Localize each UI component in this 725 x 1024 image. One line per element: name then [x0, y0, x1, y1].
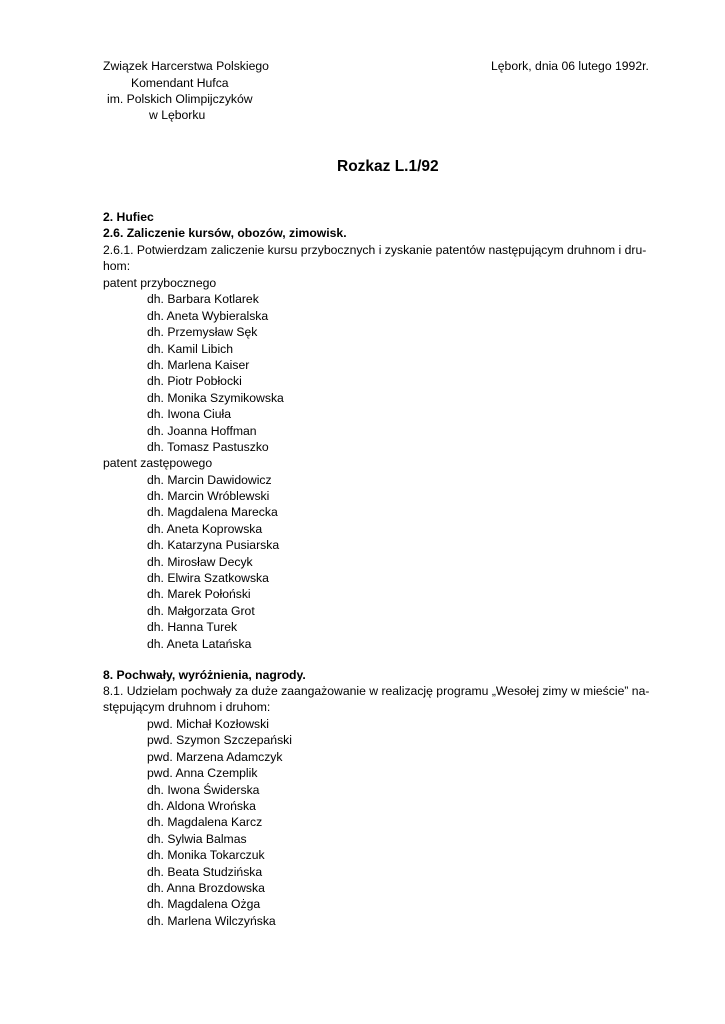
list-item: dh. Aneta Latańska	[147, 636, 252, 651]
list-item: dh. Kamil Libich	[147, 341, 234, 356]
list-item: dh. Beata Studzińska	[147, 864, 263, 879]
section-heading-hufiec: 2. Hufiec	[103, 210, 154, 224]
list-item: dh. Marcin Wróblewski	[147, 489, 270, 504]
list-item: dh. Marlena Kaiser	[147, 357, 250, 372]
list-item: pwd. Szymon Szczepański	[147, 733, 292, 748]
list-item: pwd. Michał Kozłowski	[147, 717, 269, 731]
list-item: pwd. Anna Czemplik	[147, 766, 258, 781]
org-name-line-2: Komendant Hufca	[131, 76, 229, 90]
paragraph-8-1-line-1: 8.1. Udzielam pochwały za duże zaangażowanie w realizację programu „Wesołej zimy w mieście” na-	[103, 684, 650, 698]
list-item: dh. Marlena Wilczyńska	[147, 913, 276, 928]
paragraph-2-6-1-line-1: 2.6.1. Potwierdzam zaliczenie kursu przybocznych i zyskanie patentów następującym druhnom i dru-	[103, 243, 647, 257]
list-item: dh. Piotr Pobłocki	[147, 374, 242, 389]
list-item: dh. Sylwia Balmas	[147, 831, 247, 846]
list-item: dh. Marcin Dawidowicz	[147, 472, 272, 487]
list-item: dh. Monika Szymikowska	[147, 390, 284, 405]
list-item: dh. Joanna Hoffman	[147, 423, 257, 438]
list-item: dh. Mirosław Decyk	[147, 554, 253, 569]
group-patent-przybocznego	[103, 275, 284, 652]
subsection-heading-courses: 2.6. Zaliczenie kursów, obozów, zimowisk.	[103, 226, 347, 240]
list-item: dh. Magdalena Marecka	[147, 505, 278, 520]
list-item: dh. Aneta Koprowska	[147, 521, 263, 536]
paragraph-2-6-1-line-2: hom:	[103, 259, 131, 273]
list-item: dh. Magdalena Ożga	[147, 897, 261, 912]
paragraph-8-1-line-2: stępującym druhnom i druhom:	[103, 700, 271, 714]
group-label: patent przybocznego	[103, 276, 217, 290]
list-item: dh. Marek Połoński	[147, 587, 251, 602]
list-item: dh. Anna Brozdowska	[147, 880, 265, 895]
list-item: dh. Tomasz Pastuszko	[147, 439, 269, 454]
list-item: dh. Małgorzata Grot	[147, 603, 255, 618]
list-item: dh. Iwona Świderska	[147, 782, 260, 797]
list-item: dh. Katarzyna Pusiarska	[147, 538, 280, 553]
place-date: Lębork, dnia 06 lutego 1992r.	[491, 59, 649, 73]
list-item: dh. Magdalena Karcz	[147, 815, 263, 830]
list-item: dh. Przemysław Sęk	[147, 325, 258, 340]
org-name-line-3: im. Polskich Olimpijczyków	[107, 92, 253, 106]
org-name-line-4: w Lęborku	[149, 108, 206, 122]
page-title: Rozkaz L.1/92	[337, 158, 439, 175]
praise-list	[103, 716, 292, 929]
list-item: dh. Monika Tokarczuk	[147, 848, 265, 863]
list-item: dh. Iwona Ciuła	[147, 407, 232, 422]
section-heading-praise: 8. Pochwały, wyróżnienia, nagrody.	[103, 668, 306, 682]
list-item: dh. Aldona Wrońska	[147, 798, 256, 813]
list-item: dh. Hanna Turek	[147, 620, 238, 635]
group-label: patent zastępowego	[103, 456, 213, 471]
org-name-line-1: Związek Harcerstwa Polskiego	[103, 59, 269, 73]
list-item: dh. Aneta Wybieralska	[147, 308, 269, 323]
list-item: pwd. Marzena Adamczyk	[147, 749, 283, 764]
list-item: dh. Barbara Kotlarek	[147, 292, 259, 307]
list-item: dh. Elwira Szatkowska	[147, 571, 269, 586]
